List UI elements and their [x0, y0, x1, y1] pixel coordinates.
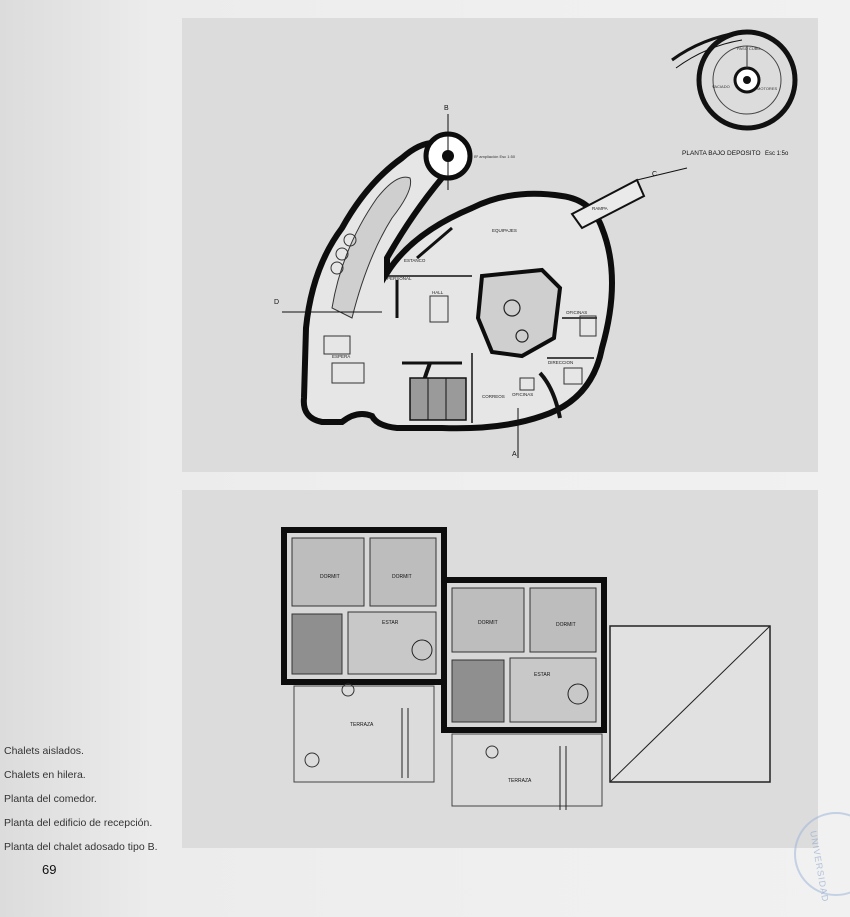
page-number: 69: [42, 862, 57, 877]
caption: Planta del chalet adosado tipo B.: [4, 841, 158, 853]
room-label: ESPERA: [332, 354, 351, 359]
terrace-label: TERRAZA: [508, 778, 532, 784]
room-label: EQUIPAJES: [492, 228, 517, 233]
room-label: PERSONAL: [387, 276, 412, 281]
caption: Chalets en hilera.: [4, 769, 86, 781]
room-label: DORMIT: [556, 622, 576, 628]
room-label: OFICINAS: [512, 392, 534, 397]
caption: Chalets aislados.: [4, 745, 84, 757]
room-label: OFICINAS: [566, 310, 588, 315]
deposito-label: MOTORES: [757, 86, 778, 91]
deposito-title: PLANTA BAJO DEPOSITO: [682, 150, 761, 157]
chalet-plan-drawing: [182, 490, 818, 848]
room-label: HALL: [432, 290, 444, 295]
stamp-text: UNIVERSIDAD: [808, 830, 831, 904]
deposito-plan: [672, 32, 795, 157]
deposito-scale: Esc 1:5o: [765, 151, 789, 157]
chalet-unit-left: [284, 530, 444, 682]
caption: Planta del edificio de recepción.: [4, 817, 153, 829]
room-label: CORREOS: [482, 394, 505, 399]
room-label: DIRECCION: [548, 360, 574, 365]
section-mark-d: D: [274, 299, 280, 306]
enlargement-note: Bº ampliación Esc 1:50: [474, 154, 516, 159]
room-label: DORMIT: [320, 574, 340, 580]
deposito-label: PASO CUBO: [737, 46, 761, 51]
carport: [610, 626, 770, 782]
room-label: DORMIT: [392, 574, 412, 580]
caption: Planta del comedor.: [4, 793, 97, 805]
chalet-plan-panel: [182, 490, 818, 848]
caption-list: [4, 744, 158, 864]
section-mark-a: A: [512, 451, 517, 458]
room-label: ESTANCO: [404, 258, 426, 263]
room-label: ESTAR: [382, 620, 399, 626]
terrace-label: TERRAZA: [350, 722, 374, 728]
chalet-unit-right: [444, 580, 604, 730]
room-label: DORMIT: [478, 620, 498, 626]
reception-plan-panel: [182, 18, 818, 472]
section-mark-c: C: [652, 171, 658, 178]
reception-building: [274, 105, 687, 458]
room-label: ESTAR: [534, 672, 551, 678]
section-mark-b: B: [444, 105, 449, 112]
room-label: RAMPA: [592, 206, 608, 211]
reception-plan-drawing: [182, 18, 818, 472]
deposito-label: VACIADO: [712, 84, 730, 89]
